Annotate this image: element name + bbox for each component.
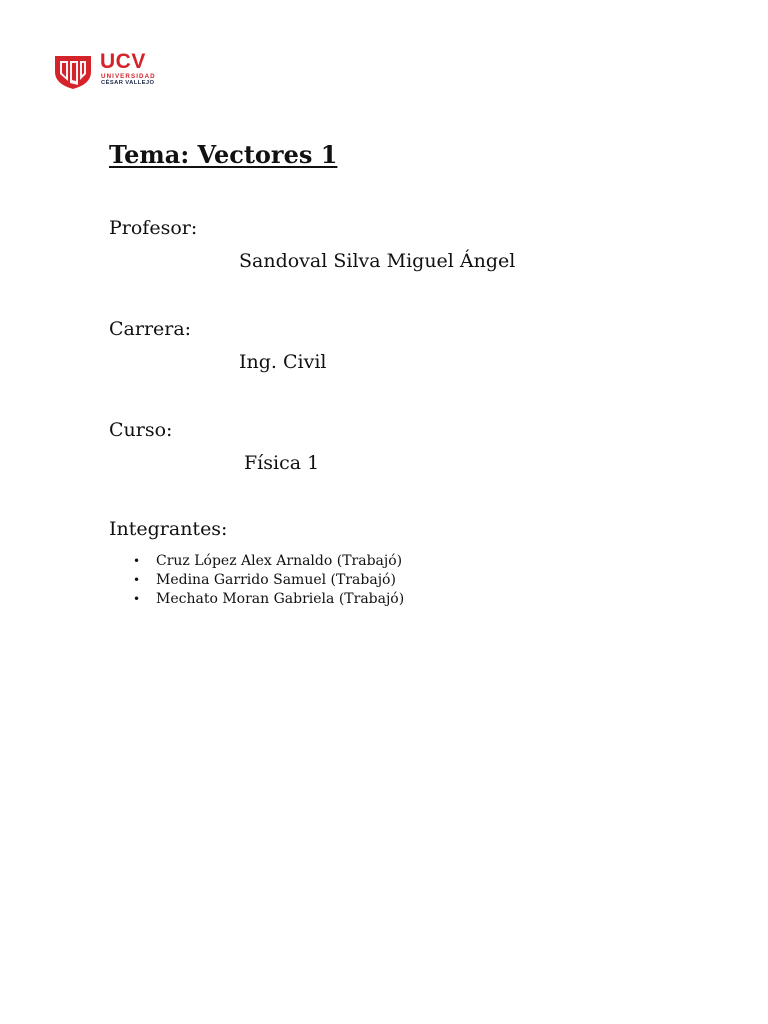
- member-name: Medina Garrido Samuel (Trabajó): [156, 572, 396, 588]
- bullet: •: [133, 554, 141, 568]
- logo-acronym: UCV: [100, 50, 146, 73]
- professor-name: Sandoval Silva Miguel Ángel: [239, 250, 516, 272]
- bullet: •: [133, 592, 141, 606]
- ucv-shield-icon: [54, 54, 92, 90]
- member-name: Cruz López Alex Arnaldo (Trabajó): [156, 553, 403, 569]
- logo-line-2: CÉSAR VALLEJO: [101, 80, 155, 86]
- career-label: Carrera:: [109, 318, 192, 340]
- university-logo: [54, 52, 164, 92]
- list-item: [133, 590, 405, 609]
- members-label: Integrantes:: [109, 518, 228, 540]
- list-item: [133, 552, 404, 571]
- course-value: Física 1: [244, 452, 320, 474]
- logo-line-1: UNIVERSIDAD: [101, 73, 156, 80]
- members-list: [133, 552, 405, 609]
- member-name: Mechato Moran Gabriela (Trabajó): [156, 591, 405, 607]
- career-value: Ing. Civil: [239, 351, 327, 373]
- list-item: [133, 571, 404, 590]
- professor-label: Profesor:: [109, 217, 198, 239]
- document-title: Tema: Vectores 1: [109, 140, 338, 169]
- bullet: •: [133, 573, 141, 587]
- course-label: Curso:: [109, 419, 173, 441]
